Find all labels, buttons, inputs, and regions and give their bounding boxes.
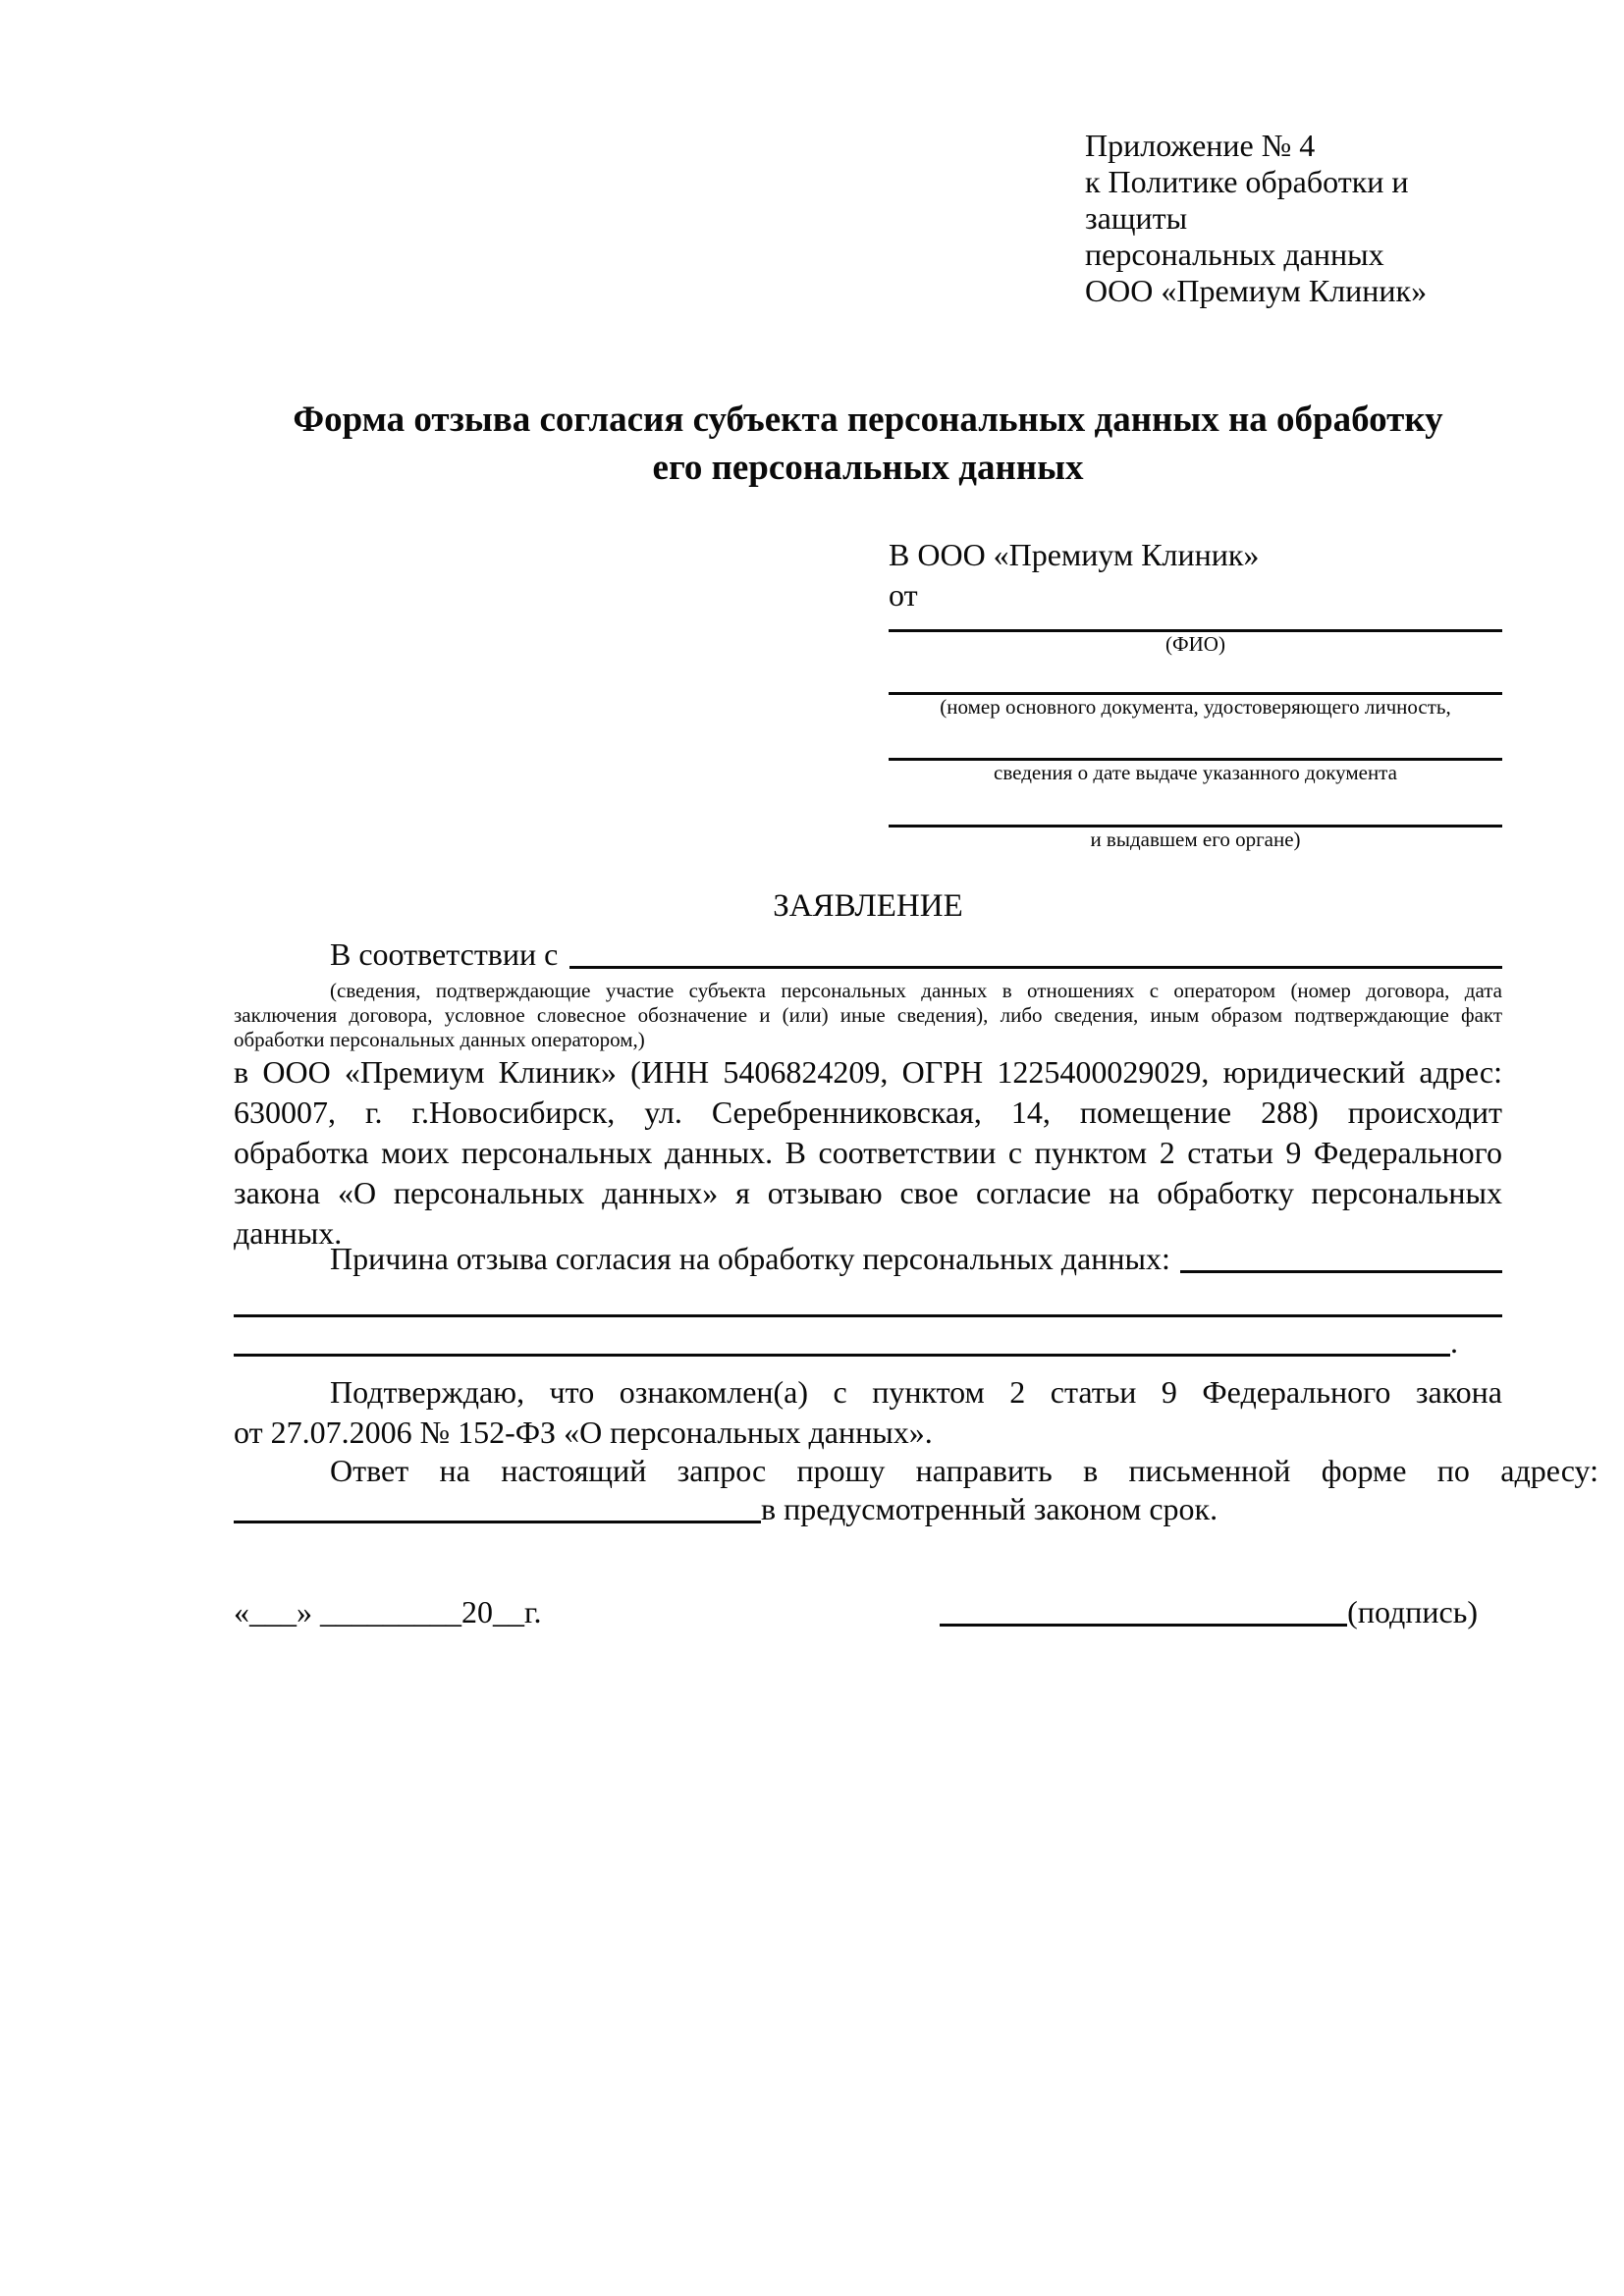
reply-tail-text: в предусмотренный законом срок. xyxy=(761,1491,1218,1526)
body-text-line: данных. xyxy=(234,1215,343,1251)
note-text-line: (сведения, подтверждающие участие субъекта персональных данных в отношениях с оператором (номер договора, дата xyxy=(330,979,1502,1002)
reply-address-row xyxy=(234,1490,1502,1529)
doc-issuer-caption: и выдавшем его органе) xyxy=(1090,828,1301,851)
date-signature-row xyxy=(234,1592,1502,1632)
addressee-to: В ООО «Премиум Клиник» xyxy=(889,537,1260,572)
intro-blank-line xyxy=(569,966,1502,969)
confirm-paragraph xyxy=(234,1372,1502,1453)
appendix-header-line: ООО «Премиум Клиник» xyxy=(1085,273,1428,308)
confirm-text-line: от 27.07.2006 № 152-ФЗ «О персональных данных». xyxy=(234,1415,933,1450)
signature-blank-line xyxy=(940,1624,1347,1627)
appendix-header-line: к Политике обработки и защиты xyxy=(1085,164,1409,236)
document-title-line-2: его персональных данных xyxy=(652,448,1084,488)
appendix-header-line: Приложение № 4 xyxy=(1085,128,1316,163)
body-text-line: закона «О персональных данных» я отзываю свое согласие на обработку персональных xyxy=(234,1175,1502,1210)
document-title xyxy=(234,396,1502,492)
body-paragraph xyxy=(234,1052,1502,1254)
appendix-header xyxy=(1085,128,1517,309)
reason-row xyxy=(234,1239,1502,1279)
fio-caption: (ФИО) xyxy=(1165,632,1225,656)
intro-label: В соответствии с xyxy=(330,936,559,972)
body-text-line: 630007, г. г.Новосибирск, ул. Серебренниковская, 14, помещение 288) происходит xyxy=(234,1095,1502,1130)
document-title-line-1: Форма отзыва согласия субъекта персональных данных на обработку xyxy=(293,400,1443,440)
reply-text-line: Ответ на настоящий запрос прошу направить в письменной форме по адресу: xyxy=(330,1453,1598,1488)
doc-number-caption: (номер основного документа, удостоверяющего личность, xyxy=(940,695,1451,719)
reason-period: . xyxy=(1450,1324,1458,1360)
reason-label: Причина отзыва согласия на обработку персональных данных: xyxy=(330,1241,1170,1276)
reason-blank-line-2 xyxy=(234,1323,1458,1362)
doc-date-caption: сведения о дате выдаче указанного документа xyxy=(994,761,1397,784)
statement-heading: ЗАЯВЛЕНИЕ xyxy=(773,888,963,924)
intro-row xyxy=(234,934,1502,975)
body-text-line: в ООО «Премиум Клиник» (ИНН 5406824209, ОГРН 1225400029029, юридический адрес: xyxy=(234,1054,1502,1090)
addressee-from-label: от xyxy=(889,577,918,613)
reason-blank-line-inline xyxy=(1180,1270,1502,1273)
confirm-text-line: Подтверждаю, что ознакомлен(а) с пунктом 2 статьи 9 Федерального закона xyxy=(330,1374,1502,1410)
signature-group xyxy=(940,1592,1478,1632)
reason-blank-line-1 xyxy=(234,1283,1502,1323)
signature-caption: (подпись) xyxy=(1347,1594,1478,1629)
body-text-line: обработка моих персональных данных. В соответствии с пунктом 2 статьи 9 Федерального xyxy=(234,1135,1502,1170)
note-block xyxy=(234,979,1502,1052)
note-text-line: обработки персональных данных оператором,) xyxy=(234,1028,645,1051)
address-blank-line xyxy=(234,1521,761,1523)
date-blank-text: «___» _________20__г. xyxy=(234,1594,542,1629)
appendix-header-line: персональных данных xyxy=(1085,237,1384,272)
note-text-line: заключения договора, условное словесное обозначение и (или) иные сведения), либо сведения, иным образом подтверждающие факт xyxy=(234,1003,1502,1027)
addressee-block xyxy=(889,535,1502,852)
